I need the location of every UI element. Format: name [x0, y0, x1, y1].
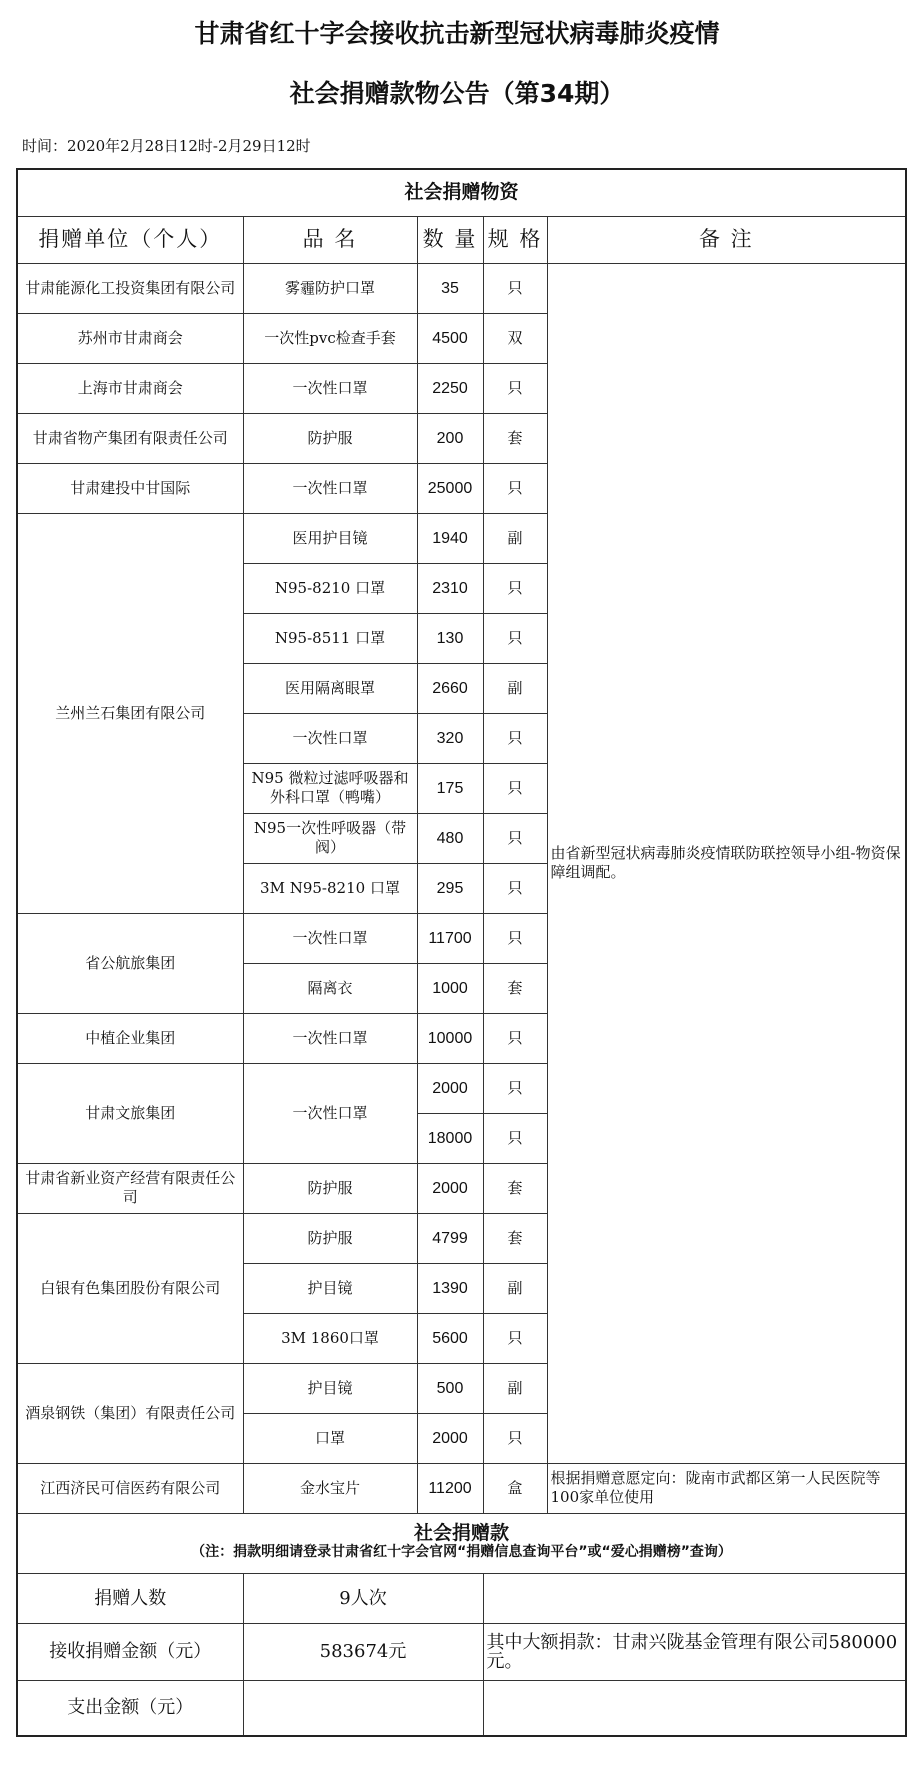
- item-quantity: 480: [417, 813, 483, 863]
- item-name: 口罩: [243, 1413, 417, 1463]
- item-quantity: 25000: [417, 463, 483, 513]
- item-unit: 只: [483, 1013, 547, 1063]
- expense-amount-value: [243, 1680, 483, 1736]
- money-note: （注：捐款明细请登录甘肃省红十字会官网“捐赠信息查询平台”或“爱心捐赠榜”查询）: [191, 1544, 732, 1560]
- page-title: 甘肃省红十字会接收抗击新型冠状病毒肺炎疫情: [194, 19, 720, 48]
- table-row: [17, 1463, 906, 1513]
- item-quantity: 2000: [417, 1413, 483, 1463]
- donor-name: 兰州兰石集团有限公司: [17, 513, 243, 913]
- item-unit: 只: [483, 263, 547, 313]
- table-header-row: [17, 216, 906, 263]
- item-quantity: 175: [417, 763, 483, 813]
- item-quantity: 2000: [417, 1063, 483, 1113]
- item-unit: 只: [483, 613, 547, 663]
- item-name: 护目镜: [243, 1363, 417, 1413]
- item-unit: 只: [483, 813, 547, 863]
- item-name: 金水宝片: [243, 1463, 417, 1513]
- donor-name: 苏州市甘肃商会: [17, 313, 243, 363]
- item-quantity: 35: [417, 263, 483, 313]
- header-item: 品 名: [243, 216, 417, 263]
- donor-name: 甘肃建投中甘国际: [17, 463, 243, 513]
- donor-count-value: 9人次: [243, 1573, 483, 1623]
- item-quantity: 1000: [417, 963, 483, 1013]
- item-unit: 只: [483, 1313, 547, 1363]
- item-unit: 副: [483, 663, 547, 713]
- item-unit: 只: [483, 563, 547, 613]
- item-name: N95 微粒过滤呼吸器和外科口罩（鸭嘴）: [243, 763, 417, 813]
- item-name: 一次性口罩: [243, 463, 417, 513]
- item-name: N95-8210 口罩: [243, 563, 417, 613]
- item-unit: 套: [483, 963, 547, 1013]
- item-unit: 副: [483, 1363, 547, 1413]
- item-name: 一次性口罩: [243, 363, 417, 413]
- item-quantity: 11200: [417, 1463, 483, 1513]
- item-unit: 双: [483, 313, 547, 363]
- item-name: N95一次性呼吸器（带阀）: [243, 813, 417, 863]
- item-quantity: 2000: [417, 1163, 483, 1213]
- item-name: 医用护目镜: [243, 513, 417, 563]
- item-quantity: 4799: [417, 1213, 483, 1263]
- item-quantity: 4500: [417, 313, 483, 363]
- donation-table: [16, 168, 907, 1737]
- donor-name: 甘肃文旅集团: [17, 1063, 243, 1163]
- item-quantity: 10000: [417, 1013, 483, 1063]
- item-quantity: 1940: [417, 513, 483, 563]
- item-unit: 只: [483, 363, 547, 413]
- donor-name: 上海市甘肃商会: [17, 363, 243, 413]
- item-name: 隔离衣: [243, 963, 417, 1013]
- goods-section-title: 社会捐赠物资: [17, 169, 906, 216]
- received-amount-note: 其中大额捐款：甘肃兴陇基金管理有限公司580000元。: [483, 1623, 906, 1680]
- item-unit: 只: [483, 713, 547, 763]
- item-name: N95-8511 口罩: [243, 613, 417, 663]
- item-unit: 套: [483, 1163, 547, 1213]
- donor-name: 中植企业集团: [17, 1013, 243, 1063]
- donor-name: 甘肃能源化工投资集团有限公司: [17, 263, 243, 313]
- donor-name: 酒泉钢铁（集团）有限责任公司: [17, 1363, 243, 1463]
- item-quantity: 2310: [417, 563, 483, 613]
- donor-name: 省公航旅集团: [17, 913, 243, 1013]
- item-name: 雾霾防护口罩: [243, 263, 417, 313]
- donor-count-label: 捐赠人数: [17, 1573, 243, 1623]
- item-quantity: 5600: [417, 1313, 483, 1363]
- item-quantity: 320: [417, 713, 483, 763]
- page-subtitle: 社会捐赠款物公告（第34期）: [289, 79, 625, 108]
- item-name: 3M 1860口罩: [243, 1313, 417, 1363]
- expense-amount-label: 支出金额（元）: [17, 1680, 243, 1736]
- item-unit: 只: [483, 863, 547, 913]
- item-unit: 只: [483, 763, 547, 813]
- header-qty: 数 量: [417, 216, 483, 263]
- item-name: 一次性pvc检查手套: [243, 313, 417, 363]
- item-unit: 盒: [483, 1463, 547, 1513]
- header-donor: 捐赠单位（个人）: [17, 216, 243, 263]
- item-unit: 套: [483, 1213, 547, 1263]
- item-unit: 只: [483, 1063, 547, 1113]
- donor-name: 甘肃省物产集团有限责任公司: [17, 413, 243, 463]
- item-quantity: 11700: [417, 913, 483, 963]
- time-range: 时间：2020年2月28日12时-2月29日12时: [22, 137, 311, 155]
- item-unit: 套: [483, 413, 547, 463]
- item-name: 一次性口罩: [243, 1013, 417, 1063]
- remark-directed: 根据捐赠意愿定向：陇南市武都区第一人民医院等100家单位使用: [547, 1463, 906, 1513]
- item-unit: 副: [483, 1263, 547, 1313]
- item-quantity: 500: [417, 1363, 483, 1413]
- item-name: 防护服: [243, 1163, 417, 1213]
- item-name: 3M N95-8210 口罩: [243, 863, 417, 913]
- expense-amount-note: [483, 1680, 906, 1736]
- item-name: 防护服: [243, 1213, 417, 1263]
- money-section-title: 社会捐赠款: [414, 1522, 510, 1544]
- table-row: [17, 263, 906, 313]
- donor-count-note: [483, 1573, 906, 1623]
- item-unit: 副: [483, 513, 547, 563]
- item-unit: 只: [483, 1113, 547, 1163]
- item-unit: 只: [483, 913, 547, 963]
- received-amount-value: 583674元: [243, 1623, 483, 1680]
- item-unit: 只: [483, 1413, 547, 1463]
- remark-allocation: 由省新型冠状病毒肺炎疫情联防联控领导小组-物资保障组调配。: [547, 263, 906, 1463]
- item-quantity: 18000: [417, 1113, 483, 1163]
- item-unit: 只: [483, 463, 547, 513]
- money-section: [17, 1513, 906, 1573]
- header-remark: 备 注: [547, 216, 906, 263]
- item-quantity: 2250: [417, 363, 483, 413]
- item-quantity: 2660: [417, 663, 483, 713]
- item-quantity: 295: [417, 863, 483, 913]
- item-name: 护目镜: [243, 1263, 417, 1313]
- donor-name: 江西济民可信医药有限公司: [17, 1463, 243, 1513]
- item-quantity: 1390: [417, 1263, 483, 1313]
- item-quantity: 130: [417, 613, 483, 663]
- received-amount-label: 接收捐赠金额（元）: [17, 1623, 243, 1680]
- item-name: 医用隔离眼罩: [243, 663, 417, 713]
- item-quantity: 200: [417, 413, 483, 463]
- item-name: 防护服: [243, 413, 417, 463]
- item-name: 一次性口罩: [243, 713, 417, 763]
- item-name: 一次性口罩: [243, 1063, 417, 1163]
- header-unit: 规 格: [483, 216, 547, 263]
- donor-name: 白银有色集团股份有限公司: [17, 1213, 243, 1363]
- item-name: 一次性口罩: [243, 913, 417, 963]
- donor-name: 甘肃省新业资产经营有限责任公司: [17, 1163, 243, 1213]
